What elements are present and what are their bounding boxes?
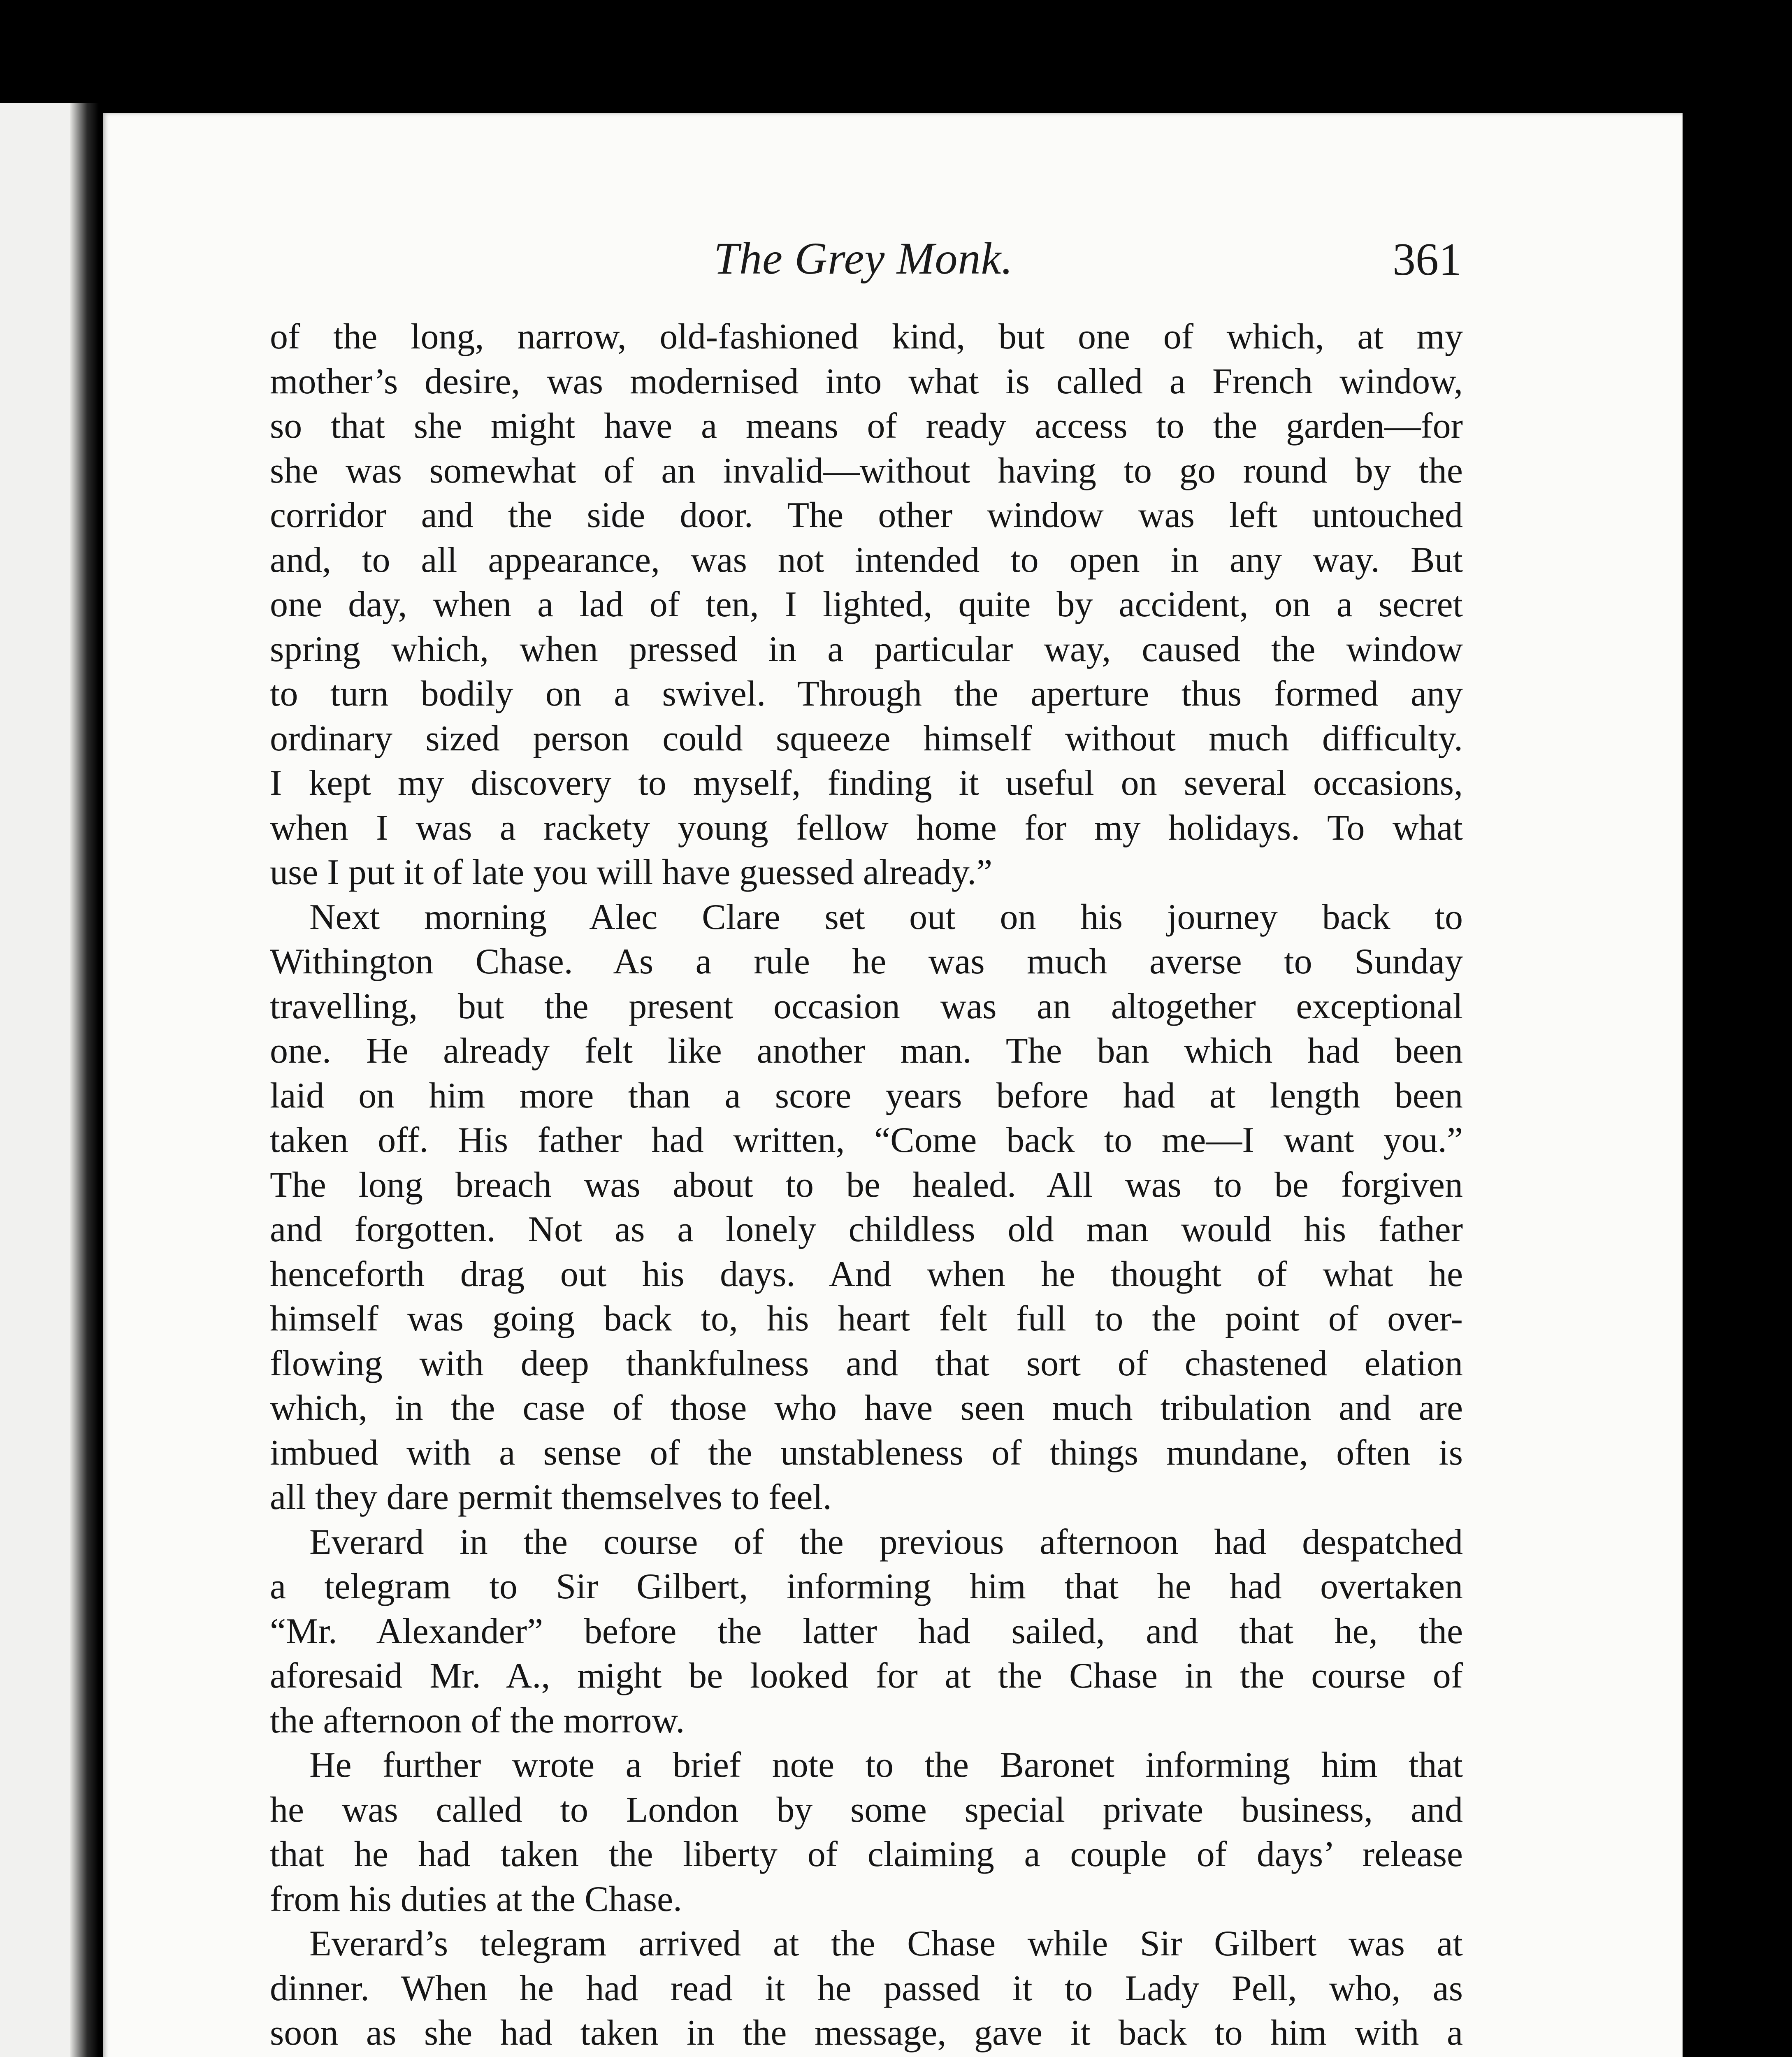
text-line: and forgotten. Not as a lonely childless old man would his father [270, 1210, 1463, 1249]
text-line: Next morning Alec Clare set out on his journey back to [309, 897, 1463, 937]
text-line: spring which, when pressed in a particular way, caused the window [270, 629, 1463, 669]
text-line: that he had taken the liberty of claiming a couple of days’ release [270, 1834, 1463, 1874]
text-line: He further wrote a brief note to the Baronet informing him that [309, 1745, 1463, 1785]
text-line: aforesaid Mr. A., might be looked for at the Chase in the course of [270, 1656, 1463, 1696]
text-line: the afternoon of the morrow. [270, 1700, 685, 1741]
text-line: which, in the case of those who have seen much tribulation and are [270, 1388, 1463, 1428]
text-line: taken off. His father had written, “Come back to me—I want you.” [270, 1120, 1463, 1160]
text-line: “Mr. Alexander” before the latter had sailed, and that he, the [270, 1611, 1463, 1651]
text-line: himself was going back to, his heart felt full to the point of over- [270, 1299, 1463, 1339]
text-line: to turn bodily on a swivel. Through the aperture thus formed any [270, 674, 1463, 714]
text-line: one. He already felt like another man. The ban which had been [270, 1031, 1463, 1071]
text-line: henceforth drag out his days. And when he thought of what he [270, 1254, 1463, 1294]
text-line: so that she might have a means of ready access to the garden—for [270, 406, 1463, 446]
text-line: I kept my discovery to myself, finding it useful on several occasions, [270, 763, 1463, 803]
text-line: and, to all appearance, was not intended to open in any way. But [270, 540, 1463, 580]
text-line: laid on him more than a score years before had at length been [270, 1075, 1463, 1116]
text-line: when I was a rackety young fellow home for my holidays. To what [270, 808, 1463, 848]
text-line: soon as she had taken in the message, gave it back to him with a [270, 2013, 1463, 2053]
text-line: a telegram to Sir Gilbert, informing him that he had overtaken [270, 1567, 1463, 1607]
text-line: flowing with deep thankfulness and that sort of chastened elation [270, 1343, 1463, 1384]
text-line [270, 2056, 1463, 2057]
text-line: corridor and the side door. The other window was left untouched [270, 495, 1463, 535]
running-title: The Grey Monk. [714, 233, 1013, 283]
text-line: Everard’s telegram arrived at the Chase while Sir Gilbert was at [309, 1924, 1463, 1964]
text-line: Withington Chase. As a rule he was much averse to Sunday [270, 942, 1463, 982]
text-line: dinner. When he had read it he passed it to Lady Pell, who, as [270, 1968, 1463, 2008]
text-line: one day, when a lad of ten, I lighted, quite by accident, on a secret [270, 585, 1463, 625]
body-text [270, 315, 1463, 2057]
text-line: he was called to London by some special private business, and [270, 1790, 1463, 1830]
text-line: Everard in the course of the previous afternoon had despatched [309, 1522, 1463, 1562]
text-line: from his duties at the Chase. [270, 1879, 682, 1919]
text-line: The long breach was about to be healed. All was to be forgiven [270, 1165, 1463, 1205]
text-line: imbued with a sense of the unstableness of things mundane, often is [270, 1432, 1463, 1473]
book-page [103, 113, 1683, 2057]
text-line: she was somewhat of an invalid—without having to go round by the [270, 450, 1463, 491]
text-line: mother’s desire, was modernised into what is called a French window, [270, 361, 1463, 402]
text-line: all they dare permit themselves to feel. [270, 1477, 832, 1517]
text-line: use I put it of late you will have guessed already.” [270, 852, 993, 892]
text-line: travelling, but the present occasion was an altogether exceptional [270, 986, 1463, 1026]
text-line: ordinary sized person could squeeze himself without much difficulty. [270, 718, 1463, 759]
page-number: 361 [1393, 234, 1462, 285]
text-line: of the long, narrow, old-fashioned kind, but one of which, at my [270, 317, 1463, 357]
page-gutter-shadow [70, 103, 99, 2057]
